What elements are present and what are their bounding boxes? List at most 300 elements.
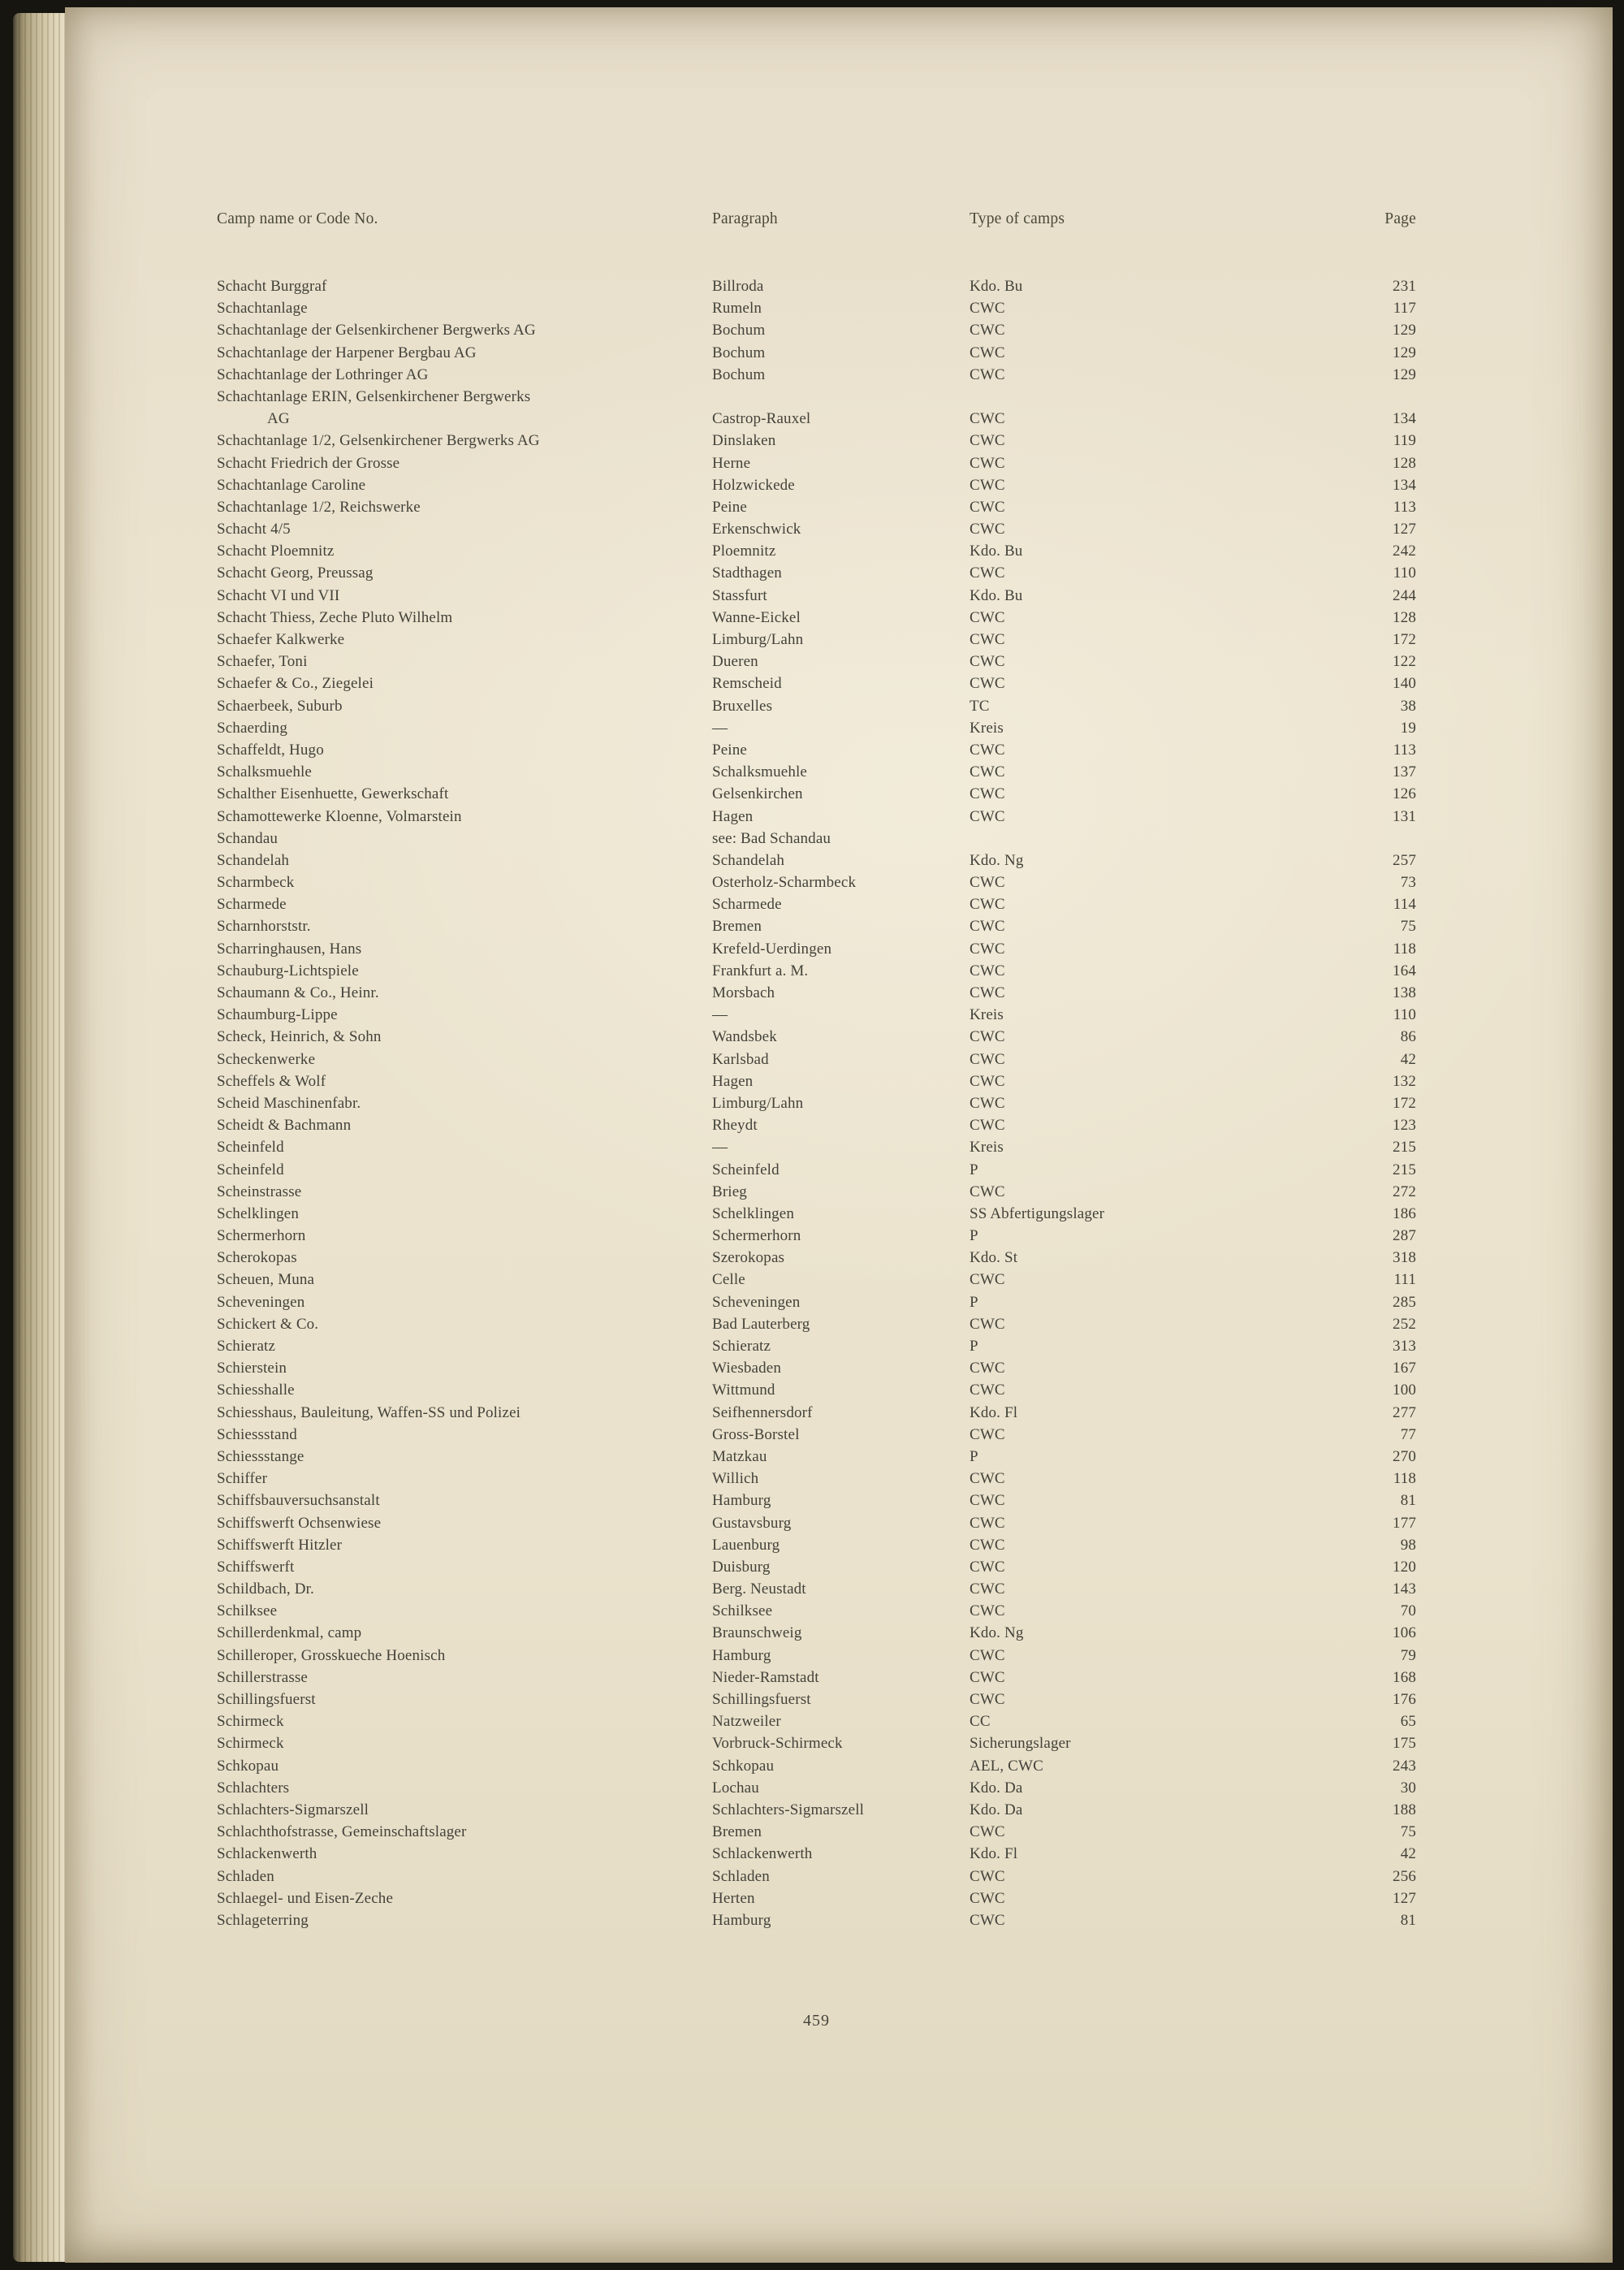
cell-name: Scheid Maschinenfabr. xyxy=(217,1094,361,1112)
table-row xyxy=(217,672,1416,694)
cell-name: Schiessstange xyxy=(217,1447,304,1465)
cell-page: 313 xyxy=(1393,1338,1416,1355)
table-row xyxy=(217,695,1416,717)
cell-type: P xyxy=(970,1227,978,1245)
cell-type: CWC xyxy=(970,521,1005,538)
cell-page xyxy=(1335,828,1416,850)
cell-paragraph: Schladen xyxy=(712,1867,770,1885)
header-camp-name: Camp name or Code No. xyxy=(217,210,378,227)
cell-page: 186 xyxy=(1393,1204,1416,1222)
cell-name: Schandau xyxy=(217,829,279,847)
cell-page: 176 xyxy=(1393,1691,1416,1708)
cell-name: Schaumburg-Lippe xyxy=(217,1006,338,1024)
cell-name: Schachtanlage 1/2, Reichswerke xyxy=(217,498,421,516)
table-row xyxy=(217,1136,1416,1158)
cell-page: 167 xyxy=(1393,1360,1416,1377)
cell-paragraph: Lauenburg xyxy=(712,1536,780,1554)
cell-type: CWC xyxy=(970,322,1005,339)
cell-name: Scheck, Heinrich, & Sohn xyxy=(217,1028,382,1046)
cell-type: P xyxy=(970,1338,978,1355)
cell-type: CWC xyxy=(970,631,1005,648)
cell-name: Schlageterring xyxy=(217,1911,309,1929)
table-row xyxy=(217,1887,1416,1909)
table-row xyxy=(217,1181,1416,1203)
cell-paragraph: Bochum xyxy=(712,344,766,361)
cell-name: AG xyxy=(267,410,290,428)
table-header xyxy=(217,210,1416,228)
book-page-edges xyxy=(13,13,65,2262)
cell-name: Schaefer & Co., Ziegelei xyxy=(217,675,374,693)
table-row xyxy=(217,629,1416,651)
cell-page: 215 xyxy=(1393,1139,1416,1157)
cell-name: Schiesshaus, Bauleitung, Waffen-SS und Polizei xyxy=(217,1403,521,1421)
cell-page: 119 xyxy=(1393,432,1416,450)
cell-page: 172 xyxy=(1393,631,1416,648)
table-row xyxy=(217,1092,1416,1114)
cell-page: 252 xyxy=(1393,1315,1416,1333)
cell-page: 129 xyxy=(1393,365,1416,383)
cell-paragraph: Castrop-Rauxel xyxy=(712,410,811,428)
cell-page: 75 xyxy=(1400,1823,1416,1841)
cell-name: Schillingsfuerst xyxy=(217,1691,316,1708)
header-type: Type of camps xyxy=(970,210,1065,227)
table-row xyxy=(217,1556,1416,1578)
cell-type: Kdo. St xyxy=(970,1249,1018,1267)
cell-paragraph: Brieg xyxy=(712,1183,747,1200)
cell-name: Scheinfeld xyxy=(217,1161,284,1178)
cell-paragraph: Ploemnitz xyxy=(712,543,776,560)
cell-type: Kreis xyxy=(970,1006,1004,1024)
cell-page: 30 xyxy=(1400,1779,1416,1797)
cell-type: Kdo. Ng xyxy=(970,1624,1024,1642)
cell-page: 137 xyxy=(1393,763,1416,781)
cell-type: SS Abfertigungslager xyxy=(970,1204,1105,1222)
cell-name: Schaefer, Toni xyxy=(217,653,308,671)
cell-paragraph: see: Bad Schandau xyxy=(712,829,831,847)
cell-paragraph: Bad Lauterberg xyxy=(712,1315,810,1333)
cell-page: 277 xyxy=(1393,1403,1416,1421)
cell-page: 70 xyxy=(1400,1602,1416,1620)
cell-paragraph: Morsbach xyxy=(712,984,775,1001)
cell-type: Kdo. Bu xyxy=(970,586,1023,604)
cell-type: CWC xyxy=(970,1183,1005,1200)
cell-paragraph: Scheinfeld xyxy=(712,1161,780,1178)
table-row xyxy=(217,1114,1416,1136)
cell-name: Schaerbeek, Suburb xyxy=(217,697,343,715)
cell-name: Schalksmuehle xyxy=(217,763,312,781)
cell-paragraph: Natzweiler xyxy=(712,1713,781,1731)
table-row xyxy=(217,1335,1416,1357)
cell-page: 134 xyxy=(1393,410,1416,428)
table-row xyxy=(217,1909,1416,1931)
table-row xyxy=(217,850,1416,871)
cell-page: 38 xyxy=(1400,697,1416,715)
book-page xyxy=(65,7,1613,2263)
cell-type: CWC xyxy=(970,1315,1005,1333)
cell-paragraph: Herne xyxy=(712,454,751,472)
cell-page: 140 xyxy=(1393,675,1416,693)
table-row xyxy=(217,1667,1416,1688)
cell-paragraph: Nieder-Ramstadt xyxy=(712,1668,819,1686)
table-row xyxy=(217,1578,1416,1600)
cell-name: Schaffeldt, Hugo xyxy=(217,741,324,759)
cell-type: CWC xyxy=(970,1050,1005,1068)
cell-paragraph: Bochum xyxy=(712,365,766,383)
cell-name: Scheinstrasse xyxy=(217,1183,302,1200)
cell-type: CWC xyxy=(970,896,1005,914)
table-row xyxy=(217,386,1416,408)
cell-paragraph: Braunschweig xyxy=(712,1624,802,1642)
cell-paragraph: Duisburg xyxy=(712,1558,771,1576)
cell-paragraph: Schelklingen xyxy=(712,1204,795,1222)
cell-type: CWC xyxy=(970,1668,1005,1686)
cell-name: Schachtanlage Caroline xyxy=(217,476,366,494)
table-row xyxy=(217,915,1416,937)
table-row xyxy=(217,1534,1416,1556)
cell-name: Schlackenwerth xyxy=(217,1845,317,1863)
cell-paragraph: Schandelah xyxy=(712,851,785,869)
cell-type: CWC xyxy=(970,1867,1005,1885)
cell-page: 122 xyxy=(1393,653,1416,671)
cell-type: CWC xyxy=(970,1360,1005,1377)
cell-name: Schaerding xyxy=(217,719,287,737)
cell-type: CWC xyxy=(970,1117,1005,1135)
cell-type: P xyxy=(970,1293,978,1311)
cell-type: CWC xyxy=(970,1492,1005,1510)
table-row xyxy=(217,1821,1416,1843)
cell-page: 131 xyxy=(1393,807,1416,825)
cell-page: 215 xyxy=(1393,1161,1416,1178)
cell-name: Scharringhausen, Hans xyxy=(217,940,362,958)
cell-page: 106 xyxy=(1393,1624,1416,1642)
cell-paragraph: Hagen xyxy=(712,1072,754,1090)
cell-name: Schillerdenkmal, camp xyxy=(217,1624,362,1642)
cell-type: CWC xyxy=(970,365,1005,383)
table-row xyxy=(217,540,1416,562)
table-row xyxy=(217,1291,1416,1313)
cell-paragraph: Herten xyxy=(712,1889,755,1907)
cell-page: 110 xyxy=(1393,564,1416,582)
cell-paragraph: Limburg/Lahn xyxy=(712,1094,804,1112)
cell-paragraph: Scheveningen xyxy=(712,1293,801,1311)
table-row xyxy=(217,1203,1416,1225)
cell-page: 110 xyxy=(1393,1006,1416,1024)
cell-name: Schirmeck xyxy=(217,1713,284,1731)
table-row xyxy=(217,319,1416,341)
cell-name: Schildbach, Dr. xyxy=(217,1580,314,1598)
cell-name: Schandelah xyxy=(217,851,290,869)
cell-page: 272 xyxy=(1393,1183,1416,1200)
cell-type: CWC xyxy=(970,1580,1005,1598)
cell-type: CWC xyxy=(970,675,1005,693)
table-row xyxy=(217,297,1416,319)
cell-type: CWC xyxy=(970,918,1005,936)
cell-page: 128 xyxy=(1393,454,1416,472)
table-row xyxy=(217,1247,1416,1269)
cell-paragraph: Stassfurt xyxy=(712,586,767,604)
table-row xyxy=(217,1490,1416,1511)
cell-type: CWC xyxy=(970,1823,1005,1841)
cell-type: CWC xyxy=(970,1028,1005,1046)
cell-type: CWC xyxy=(970,653,1005,671)
cell-paragraph: Wiesbaden xyxy=(712,1360,781,1377)
cell-page: 285 xyxy=(1393,1293,1416,1311)
cell-paragraph: Schilksee xyxy=(712,1602,773,1620)
cell-page: 138 xyxy=(1393,984,1416,1001)
cell-paragraph: Erkenschwick xyxy=(712,521,801,538)
camp-table xyxy=(217,275,1416,1931)
header-paragraph: Paragraph xyxy=(712,210,778,227)
table-row xyxy=(217,982,1416,1004)
cell-page: 164 xyxy=(1393,962,1416,979)
cell-paragraph: Frankfurt a. M. xyxy=(712,962,809,979)
cell-name: Scheidt & Bachmann xyxy=(217,1117,352,1135)
cell-name: Schacht Ploemnitz xyxy=(217,543,335,560)
cell-page: 113 xyxy=(1393,498,1416,516)
cell-paragraph: Peine xyxy=(712,498,747,516)
cell-paragraph: Wanne-Eickel xyxy=(712,608,801,626)
cell-paragraph: Hamburg xyxy=(712,1646,771,1664)
cell-paragraph: Matzkau xyxy=(712,1447,767,1465)
cell-name: Schlachters xyxy=(217,1779,290,1797)
cell-name: Schacht Friedrich der Grosse xyxy=(217,454,400,472)
cell-paragraph: Gelsenkirchen xyxy=(712,785,803,803)
table-row xyxy=(217,1269,1416,1291)
cell-paragraph: Wandsbek xyxy=(712,1028,777,1046)
cell-paragraph: Seifhennersdorf xyxy=(712,1403,813,1421)
cell-paragraph: Gustavsburg xyxy=(712,1514,792,1532)
cell-page: 77 xyxy=(1400,1425,1416,1443)
cell-type: CWC xyxy=(970,410,1005,428)
table-row xyxy=(217,1049,1416,1070)
cell-name: Schauburg-Lichtspiele xyxy=(217,962,359,979)
cell-type: CWC xyxy=(970,608,1005,626)
cell-page: 75 xyxy=(1400,918,1416,936)
cell-page: 168 xyxy=(1393,1668,1416,1686)
cell-paragraph: Dueren xyxy=(712,653,758,671)
table-row xyxy=(217,1688,1416,1710)
cell-page: 81 xyxy=(1400,1911,1416,1929)
cell-name: Schachtanlage ERIN, Gelsenkirchener Bergwerks xyxy=(217,387,531,405)
cell-type: P xyxy=(970,1161,978,1178)
cell-type: CWC xyxy=(970,1094,1005,1112)
table-row xyxy=(217,275,1416,297)
cell-paragraph: Gross-Borstel xyxy=(712,1425,800,1443)
cell-page: 129 xyxy=(1393,322,1416,339)
cell-type: CWC xyxy=(970,1602,1005,1620)
cell-page: 118 xyxy=(1393,1470,1416,1488)
table-row xyxy=(217,1159,1416,1181)
cell-page: 79 xyxy=(1400,1646,1416,1664)
table-row xyxy=(217,607,1416,629)
cell-paragraph: Osterholz-Scharmbeck xyxy=(712,874,857,892)
cell-type: Kreis xyxy=(970,1139,1004,1157)
cell-type: CWC xyxy=(970,1646,1005,1664)
table-row xyxy=(217,761,1416,783)
cell-paragraph: Remscheid xyxy=(712,675,782,693)
cell-type: CWC xyxy=(970,476,1005,494)
table-row xyxy=(217,1512,1416,1534)
cell-type: TC xyxy=(970,697,990,715)
cell-name: Schachtanlage 1/2, Gelsenkirchener Bergwerks AG xyxy=(217,432,540,450)
cell-name: Scheffels & Wolf xyxy=(217,1072,326,1090)
cell-name: Schacht VI und VII xyxy=(217,586,340,604)
cell-type: CWC xyxy=(970,1072,1005,1090)
cell-name: Schaumann & Co., Heinr. xyxy=(217,984,379,1001)
cell-name: Scheckenwerke xyxy=(217,1050,316,1068)
cell-page: 42 xyxy=(1400,1050,1416,1068)
table-row xyxy=(217,518,1416,540)
cell-paragraph: Limburg/Lahn xyxy=(712,631,804,648)
cell-paragraph: Hamburg xyxy=(712,1911,771,1929)
cell-paragraph: Berg. Neustadt xyxy=(712,1580,806,1598)
cell-page: 270 xyxy=(1393,1447,1416,1465)
cell-paragraph: Holzwickede xyxy=(712,476,795,494)
cell-page: 42 xyxy=(1400,1845,1416,1863)
cell-name: Scheuen, Muna xyxy=(217,1271,315,1289)
cell-name: Schermerhorn xyxy=(217,1227,306,1245)
cell-name: Schiessstand xyxy=(217,1425,297,1443)
cell-type: Kdo. Fl xyxy=(970,1403,1018,1421)
cell-paragraph: — xyxy=(712,719,728,737)
cell-name: Scharnhorststr. xyxy=(217,918,311,936)
table-row xyxy=(217,938,1416,960)
cell-name: Schaefer Kalkwerke xyxy=(217,631,345,648)
table-row xyxy=(217,871,1416,893)
cell-name: Schiffswerft Hitzler xyxy=(217,1536,343,1554)
table-row xyxy=(217,960,1416,982)
cell-type: CWC xyxy=(970,741,1005,759)
cell-type: CWC xyxy=(970,1536,1005,1554)
cell-type: CWC xyxy=(970,763,1005,781)
cell-paragraph: Stadthagen xyxy=(712,564,782,582)
cell-type: CWC xyxy=(970,984,1005,1001)
cell-page xyxy=(1335,386,1416,408)
cell-name: Schiesshalle xyxy=(217,1381,295,1399)
cell-name: Schillerstrasse xyxy=(217,1668,309,1686)
cell-paragraph: Schlackenwerth xyxy=(712,1845,813,1863)
table-row xyxy=(217,1379,1416,1401)
cell-name: Scherokopas xyxy=(217,1249,297,1267)
table-row xyxy=(217,739,1416,761)
cell-paragraph: Vorbruck-Schirmeck xyxy=(712,1735,843,1753)
cell-name: Schacht Burggraf xyxy=(217,278,327,295)
cell-type: CWC xyxy=(970,454,1005,472)
cell-name: Schilleroper, Grosskueche Hoenisch xyxy=(217,1646,446,1664)
cell-paragraph: Hagen xyxy=(712,807,754,825)
table-row xyxy=(217,1004,1416,1026)
cell-page: 86 xyxy=(1400,1028,1416,1046)
cell-type: Kdo. Bu xyxy=(970,278,1023,295)
cell-name: Schierstein xyxy=(217,1360,287,1377)
cell-type: CWC xyxy=(970,432,1005,450)
cell-page: 127 xyxy=(1393,521,1416,538)
cell-paragraph xyxy=(712,386,970,408)
cell-name: Schacht Georg, Preussag xyxy=(217,564,374,582)
cell-type: CWC xyxy=(970,564,1005,582)
cell-name: Scheinfeld xyxy=(217,1139,284,1157)
table-row xyxy=(217,783,1416,805)
cell-paragraph: Scharmede xyxy=(712,896,782,914)
table-row xyxy=(217,474,1416,496)
cell-page: 129 xyxy=(1393,344,1416,361)
cell-type: CWC xyxy=(970,940,1005,958)
cell-name: Schiffer xyxy=(217,1470,268,1488)
cell-type: CWC xyxy=(970,300,1005,318)
cell-paragraph: Wittmund xyxy=(712,1381,775,1399)
cell-page: 113 xyxy=(1393,741,1416,759)
cell-paragraph: Lochau xyxy=(712,1779,759,1797)
table-row xyxy=(217,1622,1416,1644)
cell-page: 127 xyxy=(1393,1889,1416,1907)
cell-type: P xyxy=(970,1447,978,1465)
cell-name: Schachtanlage der Lothringer AG xyxy=(217,365,429,383)
header-page: Page xyxy=(1384,210,1416,227)
cell-page: 98 xyxy=(1400,1536,1416,1554)
cell-page: 134 xyxy=(1393,476,1416,494)
table-row xyxy=(217,1070,1416,1092)
table-row xyxy=(217,342,1416,364)
cell-name: Schilksee xyxy=(217,1602,278,1620)
cell-type: CWC xyxy=(970,807,1005,825)
cell-page: 243 xyxy=(1393,1757,1416,1775)
cell-paragraph: Schieratz xyxy=(712,1338,771,1355)
cell-paragraph: Bremen xyxy=(712,1823,762,1841)
cell-page: 257 xyxy=(1393,851,1416,869)
cell-paragraph: Rumeln xyxy=(712,300,762,318)
cell-name: Schladen xyxy=(217,1867,274,1885)
cell-type: CWC xyxy=(970,785,1005,803)
cell-paragraph: Schlachters-Sigmarszell xyxy=(712,1801,865,1818)
table-row xyxy=(217,562,1416,584)
cell-type: Kdo. Fl xyxy=(970,1845,1018,1863)
table-row xyxy=(217,1755,1416,1777)
cell-page: 73 xyxy=(1400,874,1416,892)
cell-paragraph: Peine xyxy=(712,741,747,759)
cell-paragraph: Bruxelles xyxy=(712,697,773,715)
table-row xyxy=(217,1357,1416,1379)
cell-name: Schickert & Co. xyxy=(217,1315,319,1333)
cell-page: 123 xyxy=(1393,1117,1416,1135)
cell-page: 120 xyxy=(1393,1558,1416,1576)
cell-type: CWC xyxy=(970,1470,1005,1488)
table-row xyxy=(217,1468,1416,1490)
cell-page: 19 xyxy=(1400,719,1416,737)
cell-name: Scheveningen xyxy=(217,1293,305,1311)
table-row xyxy=(217,1446,1416,1468)
cell-type: CWC xyxy=(970,1691,1005,1708)
table-row xyxy=(217,408,1416,430)
page-number: 459 xyxy=(803,2012,830,2030)
table-row xyxy=(217,496,1416,518)
table-row xyxy=(217,1313,1416,1335)
cell-page: 244 xyxy=(1393,586,1416,604)
cell-name: Schiffswerft xyxy=(217,1558,295,1576)
cell-paragraph: Celle xyxy=(712,1271,745,1289)
cell-paragraph: Rheydt xyxy=(712,1117,758,1135)
table-row xyxy=(217,1866,1416,1887)
cell-page: 117 xyxy=(1393,300,1416,318)
table-row xyxy=(217,806,1416,828)
cell-page: 143 xyxy=(1393,1580,1416,1598)
cell-name: Schieratz xyxy=(217,1338,276,1355)
cell-page: 126 xyxy=(1393,785,1416,803)
cell-paragraph: — xyxy=(712,1139,728,1157)
cell-type: CWC xyxy=(970,1911,1005,1929)
table-row xyxy=(217,1424,1416,1446)
cell-name: Schachtanlage xyxy=(217,300,308,318)
table-row xyxy=(217,1732,1416,1754)
